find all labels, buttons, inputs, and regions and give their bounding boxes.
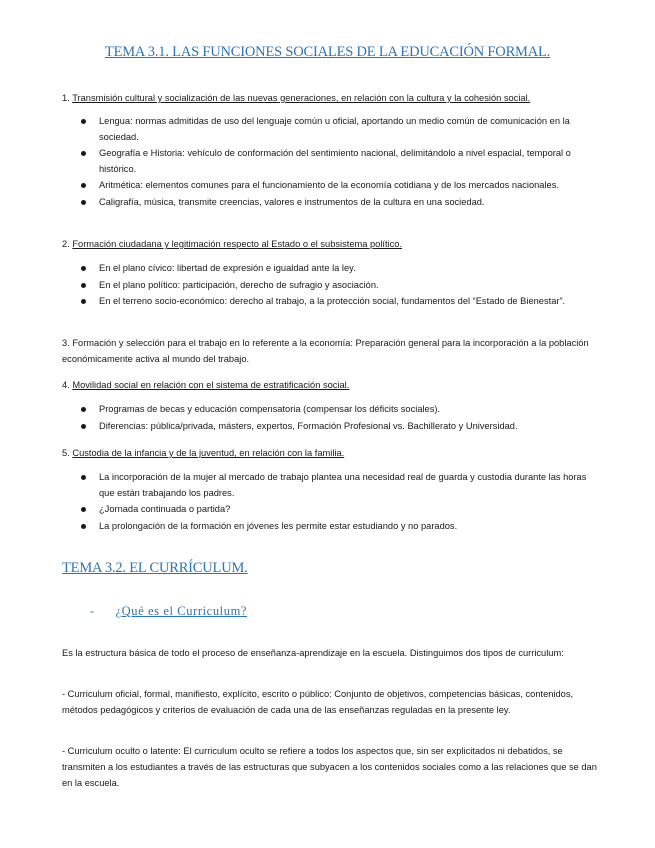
list-item: Diferencias: pública/privada, másters, expertos, Formación Profesional vs. Bachillerato y Universidad.	[62, 419, 602, 435]
section-4-heading	[62, 377, 349, 393]
curriculum-official-paragraph: - Curriculum oficial, formal, manifiesto, explícito, escrito o público: Conjunto de objetivos, competencias básicas, contenidos, métodos pedagógicos y criterios de evaluación de cada una de las enseñanzas reguladas en la presente ley.	[62, 689, 574, 715]
section-2-heading	[62, 236, 402, 252]
page-title: TEMA 3.1. LAS FUNCIONES SOCIALES DE LA EDUCACIÓN FORMAL.	[104, 44, 551, 60]
list-item: En el terreno socio-económico: derecho al trabajo, a la protección social, fundamentos del “Estado de Bienestar”.	[62, 294, 602, 310]
section-3-text: Formación y selección para el trabajo en lo referente a la economía: Preparación general para la incorporación a la población económicamente activa al mundo del trabajo.	[62, 338, 589, 364]
section-1-heading	[62, 90, 530, 106]
section-5-title: Custodia de la infancia y de la juventud, en relación con la familia.	[72, 448, 345, 458]
section-3-paragraph	[62, 335, 602, 367]
subheading-what-is-curriculum	[90, 604, 247, 619]
list-item: Programas de becas y educación compensatoria (compensar los déficits sociales).	[62, 402, 602, 418]
section-3-number: 3.	[62, 338, 70, 348]
curriculum-hidden-paragraph: - Curriculum oculto o latente: El curriculum oculto se refiere a todos los aspectos que, sin ser explicitados ni debatidos, se transmiten a los estudiantes a través de las estructuras que subyacen a los contenidos sociales como a las relaciones que se dan en la escuela.	[62, 746, 597, 788]
section-1-title: Transmisión cultural y socialización de las nuevas generaciones, en relación con la cultura y la cohesión social.	[72, 93, 531, 103]
list-item: Geografía e Historia: vehículo de conformación del sentimiento nacional, delimitándolo a nivel espacial, temporal o histórico.	[62, 146, 602, 177]
subheading-dash: -	[90, 604, 95, 618]
list-item: La prolongación de la formación en jóvenes les permite estar estudiando y no parados.	[62, 519, 602, 535]
section-4-number: 4.	[62, 380, 70, 390]
section-1-bullet-list	[62, 114, 602, 211]
section-5-heading	[62, 445, 344, 461]
list-item: Caligrafía, música, transmite creencias, valores e instrumentos de la cultura en una sociedad.	[62, 195, 602, 211]
section-5-bullet-list	[62, 470, 602, 535]
list-item: Lengua: normas admitidas de uso del lenguaje común u oficial, aportando un medio común de comunicación en la sociedad.	[62, 114, 602, 145]
section-2-title: Formación ciudadana y legitimación respecto al Estado o el subsistema político.	[72, 239, 403, 249]
list-item: En el plano cívico: libertad de expresión e igualdad ante la ley.	[62, 261, 602, 277]
section-2-bullet-list	[62, 261, 602, 311]
list-item: ¿Jornada continuada o partida?	[62, 502, 602, 518]
list-item: La incorporación de la mujer al mercado de trabajo plantea una necesidad real de guarda y custodia durante las horas que están trabajando los padres.	[62, 470, 602, 501]
list-item: Aritmética: elementos comunes para el funcionamiento de la economía cotidiana y de los mercados nacionales.	[62, 178, 602, 194]
curriculum-intro-paragraph: Es la estructura básica de todo el proceso de enseñanza-aprendizaje en la escuela. Distinguimos dos tipos de curriculum:	[62, 648, 564, 658]
section-5-number: 5.	[62, 448, 70, 458]
section-2-number: 2.	[62, 239, 70, 249]
section-1-number: 1.	[62, 93, 70, 103]
subheading-text: ¿Qué es el Curriculum?	[115, 604, 248, 618]
section-4-title: Movilidad social en relación con el sistema de estratificación social.	[72, 380, 350, 390]
section-title-curriculum: TEMA 3.2. EL CURRÍCULUM.	[62, 560, 248, 576]
list-item: En el plano político: participación, derecho de sufragio y asociación.	[62, 278, 602, 294]
section-4-bullet-list	[62, 402, 602, 435]
